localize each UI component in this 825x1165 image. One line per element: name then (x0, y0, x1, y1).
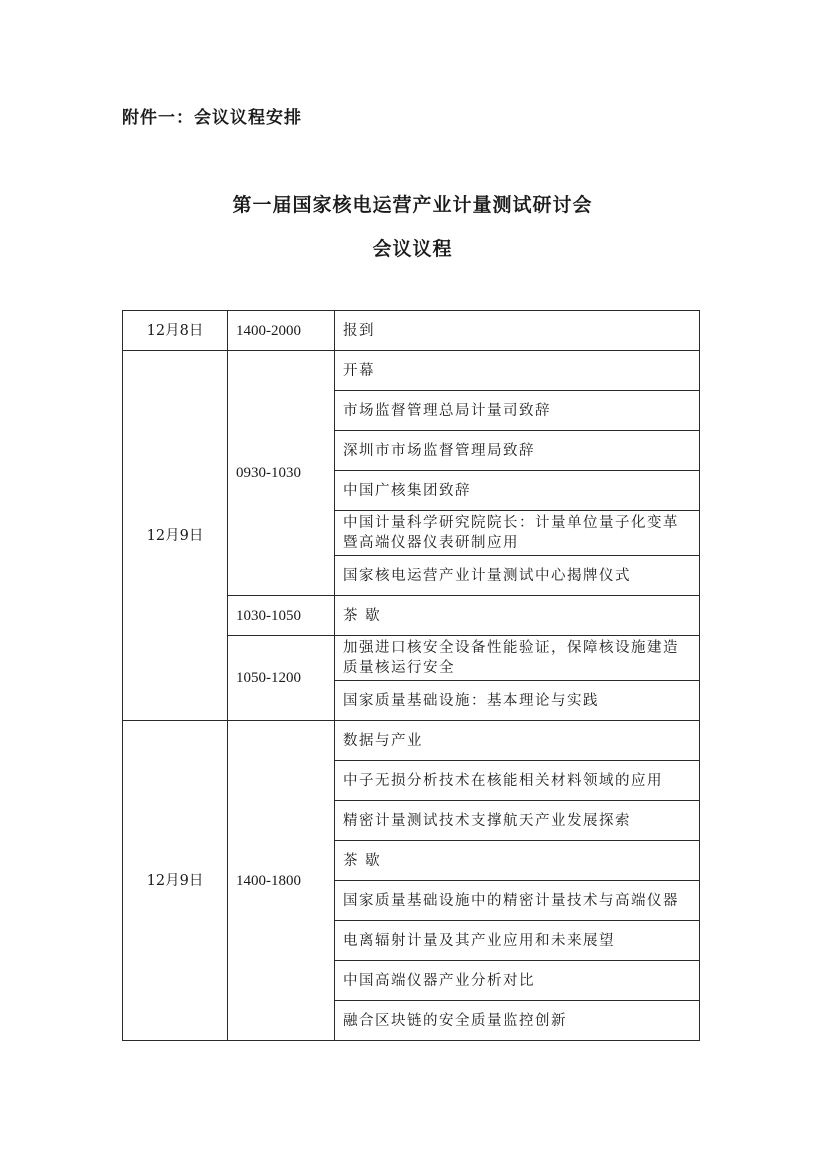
date-cell: 12月8日 (123, 311, 228, 351)
time-cell: 1400-1800 (228, 721, 335, 1041)
agenda-row (123, 721, 700, 761)
time-cell: 1400-2000 (228, 311, 335, 351)
agenda-item: 电离辐射计量及其产业应用和未来展望 (335, 921, 700, 961)
attachment-label: 附件一：会议议程安排 (122, 108, 302, 128)
document-subtitle: 会议议程 (372, 238, 453, 260)
agenda-item: 国家质量基础设施中的精密计量技术与高端仪器 (335, 881, 700, 921)
agenda-item: 报到 (335, 311, 700, 351)
agenda-item: 深圳市市场监督管理局致辞 (335, 431, 700, 471)
agenda-item: 市场监督管理总局计量司致辞 (335, 391, 700, 431)
agenda-item: 融合区块链的安全质量监控创新 (335, 1001, 700, 1041)
agenda-item: 加强进口核安全设备性能验证，保障核设施建造质量核运行安全 (335, 636, 700, 681)
agenda-item: 国家质量基础设施：基本理论与实践 (335, 681, 700, 721)
agenda-item: 中国广核集团致辞 (335, 471, 700, 511)
agenda-item: 数据与产业 (335, 721, 700, 761)
date-cell: 12月9日 (123, 351, 228, 721)
agenda-item: 茶 歇 (335, 841, 700, 881)
agenda-item: 国家核电运营产业计量测试中心揭牌仪式 (335, 556, 700, 596)
agenda-item: 茶 歇 (335, 596, 700, 636)
agenda-item: 开幕 (335, 351, 700, 391)
agenda-table (122, 310, 700, 1041)
time-cell: 1050-1200 (228, 636, 335, 721)
time-cell: 1030-1050 (228, 596, 335, 636)
date-cell: 12月9日 (123, 721, 228, 1041)
agenda-item: 中国计量科学研究院院长：计量单位量子化变革暨高端仪器仪表研制应用 (335, 511, 700, 556)
document-title: 第一届国家核电运营产业计量测试研讨会 (232, 194, 593, 216)
agenda-item: 中国高端仪器产业分析对比 (335, 961, 700, 1001)
agenda-item: 精密计量测试技术支撑航天产业发展探索 (335, 801, 700, 841)
agenda-item: 中子无损分析技术在核能相关材料领域的应用 (335, 761, 700, 801)
agenda-row (123, 351, 700, 391)
time-cell: 0930-1030 (228, 351, 335, 596)
agenda-row (123, 311, 700, 351)
